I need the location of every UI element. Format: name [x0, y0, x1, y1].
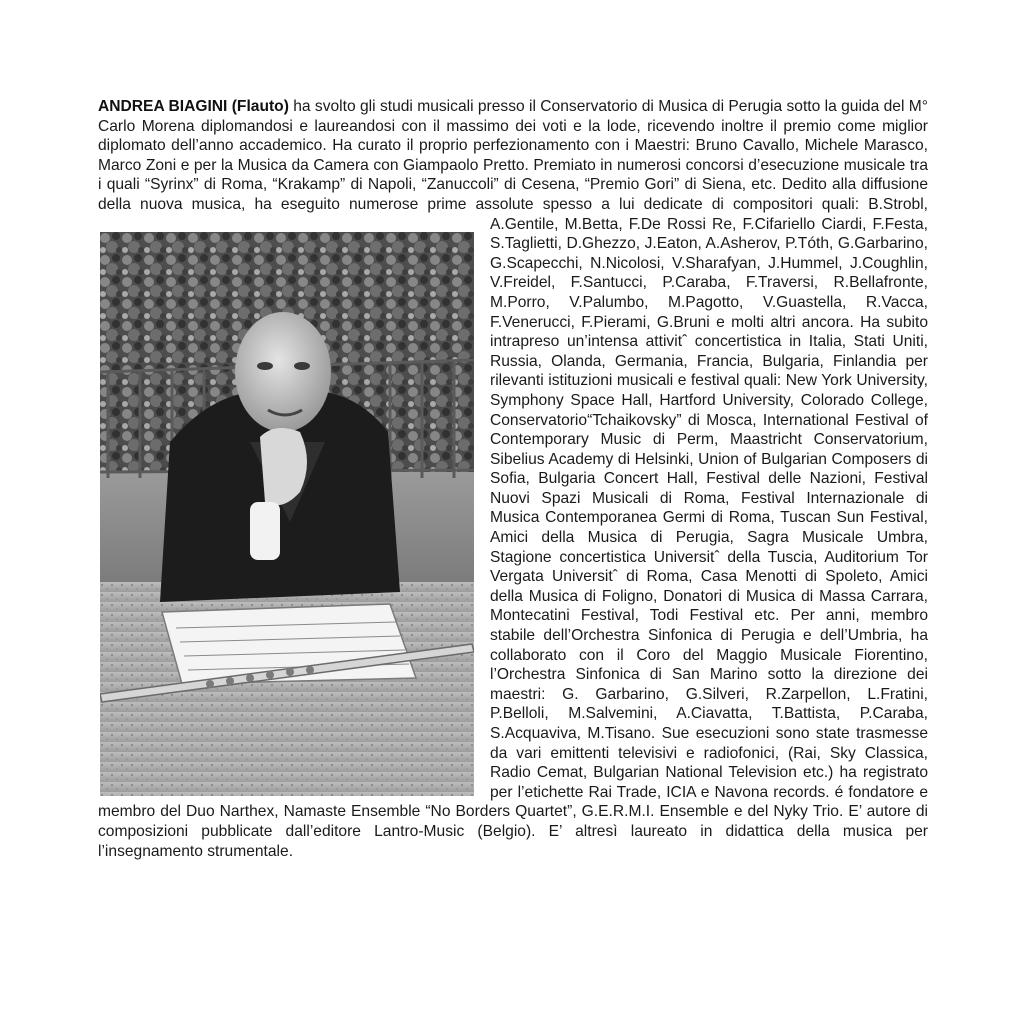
- musician-name: ANDREA BIAGINI (Flauto): [98, 98, 289, 115]
- biography-body-continued: Ciardi, F.Festa, S.Taglietti, D.Ghezzo, J.Eaton, A.Asherov, P.Tóth, G.Garbarino, G.Scapecchi, N.Nicolosi, V.Sharafyan, J.Hummel, J.Coughlin, V.Freidel, F.Santucci, P.Caraba, F.Traversi, R.Bellafronte, M.Porro, V.Palumbo, M.Pagotto, V.Guastella, R.Vacca, F.Venerucci, F.Pierami, G.Bruni e molti altri ancora. Ha subito intrapreso un’intensa attivitˆ concertistica in Italia, Stati Uniti, Russia, Olanda, Germania, Francia, Bulgaria, Finlandia per rilevanti istituzioni musicali e festival quali: New York University, Symphony Space Hall, Hartford University, Colorado College, Conservatorio“Tchaikovsky” di Mosca, International Festival of Contemporary Music di Perm, Maastricht Conservatorium, Sibelius Academy di Helsinki, Union of Bulgarian Composers di Sofia, Bulgaria Concert Hall, Festival delle Nazioni, Festival Nuovi Spazi Musicali di Roma, Festival Internazionale di Musica Contemporanea Germi di Roma, Tuscan Sun Festival, Amici della Musica di Perugia, Sagra Musicale Umbra, Stagione concertistica Universitˆ della Tuscia, Auditorium Tor Vergata Universitˆ di Roma, Casa Menotti di Spoleto, Amici della Musica di Foligno, Donatori di Musica di Massa Carrara, Montecatini Festival, Todi Festival etc. Per anni, membro stabile dell’Orchestra Sinfonica di Perugia e dell’Umbria, ha collaborato con il Coro del Maggio Musicale Fiorentino, l’Orchestra Sinfonica di San Marino sotto la direzione dei maestri: G. Garbarino, G.Silveri, R.Zarpellon, L.Fratini, P.Belloli, M.Salvemini, A.Ciavatta, T.Battista, P.Caraba, S.Acquaviva, M.Tisano. Sue esecuzioni sono state trasmesse da vari emittenti televisivi e radiofonici, (Rai, Sky Classica, Radio Cemat, Bulgarian National Television etc.) ha registrato per l’etichette Rai Trade, ICIA e Navona records. é fondatore e membro del Duo Narthex, Namaste Ensemble “No Borders Quartet”, G.E.R.M.I. Ensemble e del Nyky Trio. E’ autore di composizioni pubblicate dall’editore Lantro-Music (Belgio). E’ altresì laureato in didattica della musica per l’insegnamento strumentale.: [98, 215, 928, 860]
- biography-page: [98, 97, 928, 861]
- biography-body: ha svolto gli studi musicali presso il Conservatorio di Musica di Perugia sotto la guida del M° Carlo Morena diplomandosi e laureandosi con il massimo dei voti e la lode, ricevendo inoltre il premio come miglior diplomato dell’anno accademico. Ha curato il proprio perfezionamento con i Maestri: Bruno Cavallo, Michele Marasco, Marco Zoni e per la Musica da Camera con Giampaolo Pretto. Premiato in numerosi concorsi d’esecuzione musicale tra i quali “Syrinx” di Roma, “Krakamp” di Napoli, “Zanuccoli” di Cesena, “Premio Gori” di Siena, etc. Dedito alla diffusione della nuova musica, ha eseguito numerose prime assolute spesso a lui dedicate di compositori quali: B.Strobl, A.Gentile, M.Betta, F.De Rossi Re, F.Cifariello: [98, 98, 928, 233]
- biography-text: [98, 97, 928, 861]
- portrait-photo: [100, 232, 474, 796]
